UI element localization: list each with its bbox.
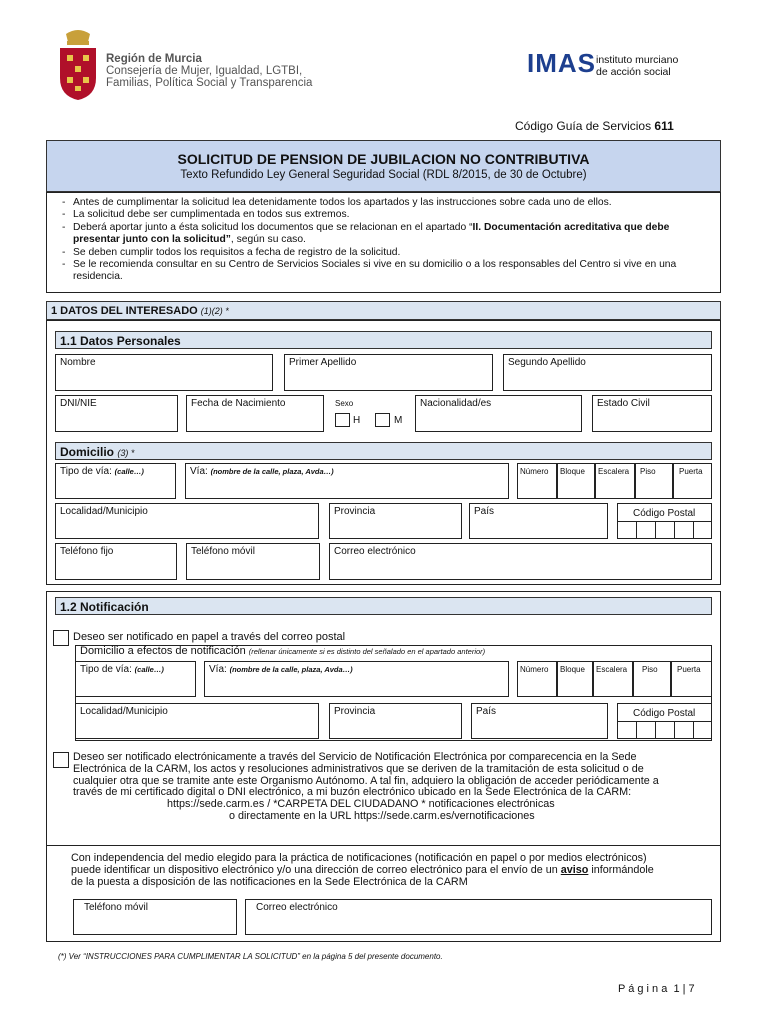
aviso-bold: aviso	[560, 864, 589, 876]
notificacion-title: 1.2 Notificación	[60, 600, 149, 614]
telefono-fijo-field[interactable]	[55, 543, 177, 580]
aviso-line2	[71, 864, 716, 876]
notif-tipo-via-hint: (calle…)	[134, 665, 164, 674]
footnote: (*) Ver “INSTRUCCIONES PARA CUMPLIMENTAR LA SOLICITUD” en la página 5 del presente documento.	[58, 952, 443, 961]
provincia-field[interactable]	[329, 503, 462, 539]
instruction-post: , según su caso.	[230, 234, 306, 246]
imas-logo-text: IMAS	[527, 48, 596, 78]
notif-divider	[46, 845, 721, 846]
instruction-item: - Se le recomienda consultar en su Centro de Servicios Sociales si vive en su domicilio o a los responsables del Centro si vive en una residencia.	[57, 259, 710, 284]
primer-apellido-label: Primer Apellido	[289, 357, 357, 368]
notif-via-label	[209, 664, 353, 675]
notif-domicilio-title: Domicilio a efectos de notificación	[80, 645, 246, 657]
domicilio-title: Domicilio	[60, 445, 115, 459]
notif-localidad-field[interactable]	[75, 703, 319, 739]
form-title: SOLICITUD DE PENSION DE JUBILACION NO CONTRIBUTIVA	[177, 151, 590, 167]
puerta-field[interactable]	[673, 463, 712, 499]
section1-title: 1 DATOS DEL INTERESADO	[51, 305, 198, 317]
notif-numero-label: Número	[520, 665, 549, 674]
region-murcia-text	[106, 53, 312, 89]
correo-field[interactable]	[329, 543, 712, 580]
notificacion-papel-label: Deseo ser notificado en papel a través del correo postal	[73, 631, 346, 643]
numero-field[interactable]	[517, 463, 557, 499]
nacionalidad-label: Nacionalidad/es	[420, 398, 492, 409]
sexo-m-checkbox[interactable]	[375, 413, 390, 427]
notif-tipo-via-text: Tipo de vía:	[80, 664, 132, 675]
segundo-apellido-label: Segundo Apellido	[508, 357, 586, 368]
notif-tipo-via-field[interactable]	[75, 661, 196, 697]
provincia-label: Provincia	[334, 506, 376, 517]
notificacion-papel-checkbox[interactable]	[53, 630, 69, 646]
aviso-telefono-movil-label: Teléfono móvil	[84, 902, 148, 913]
notificacion-header	[55, 597, 712, 615]
notif-bloque-field[interactable]	[557, 661, 593, 697]
section1-header	[46, 301, 721, 320]
localidad-label: Localidad/Municipio	[60, 506, 148, 517]
via-field[interactable]	[185, 463, 509, 499]
via-label	[190, 466, 334, 477]
telefono-movil-label: Teléfono móvil	[191, 546, 255, 557]
telefono-fijo-label: Teléfono fijo	[60, 546, 114, 557]
notif-localidad-label: Localidad/Municipio	[80, 706, 168, 717]
notif-domicilio-heading	[80, 646, 485, 657]
via-text: Vía:	[190, 466, 208, 477]
aviso-correo-label: Correo electrónico	[256, 902, 338, 913]
codigo-postal-field[interactable]	[617, 503, 712, 539]
notif-bloque-label: Bloque	[560, 665, 585, 674]
pais-field[interactable]	[469, 503, 608, 539]
electronica-line6: o directamente en la URL https://sede.carm.es/vernotificaciones	[229, 809, 535, 822]
notif-pais-field[interactable]	[471, 703, 608, 739]
codigo-guia-label: Código Guía de Servicios	[515, 119, 652, 133]
notif-via-field[interactable]	[204, 661, 509, 697]
codigo-postal-label: Código Postal	[633, 508, 696, 519]
imas-logo	[527, 48, 596, 79]
dni-label: DNI/NIE	[60, 398, 97, 409]
sexo-h-checkbox[interactable]	[335, 413, 350, 427]
estado-civil-field[interactable]	[592, 395, 712, 432]
notif-puerta-field[interactable]	[671, 661, 712, 697]
consejeria-line1: Consejería de Mujer, Igualdad, LGTBI,	[106, 65, 303, 77]
tipo-via-label	[60, 466, 144, 477]
bloque-field[interactable]	[557, 463, 595, 499]
dni-field[interactable]	[55, 395, 178, 432]
estado-civil-label: Estado Civil	[597, 398, 650, 409]
codigo-postal-cells	[618, 521, 712, 539]
primer-apellido-field[interactable]	[284, 354, 493, 391]
electronica-line5: https://sede.carm.es / *CARPETA DEL CIUDADANO * notificaciones electrónicas	[167, 798, 555, 811]
region-murcia-logo	[58, 28, 98, 102]
aviso-correo-field[interactable]	[245, 899, 712, 935]
pais-label: País	[474, 506, 495, 517]
tipo-via-hint: (calle…)	[114, 467, 144, 476]
segundo-apellido-field[interactable]	[503, 354, 712, 391]
notificacion-electronica-text	[73, 752, 713, 823]
notif-codigo-postal-label: Código Postal	[633, 708, 696, 719]
notif-codigo-postal-cells	[618, 721, 712, 739]
fecha-nacimiento-field[interactable]	[186, 395, 324, 432]
aviso-line2-pre: puede identificar un dispositivo electrónico y/o una dirección de correo electrónico para el envío de un	[71, 864, 558, 876]
notif-escalera-label: Escalera	[596, 665, 628, 674]
notif-provincia-field[interactable]	[329, 703, 462, 739]
aviso-line3: de la puesta a disposición de las notificaciones en la Sede Electrónica de la CARM	[71, 876, 468, 888]
imas-text	[596, 54, 678, 78]
numero-label: Número	[520, 467, 549, 476]
sexo-label: Sexo	[335, 399, 354, 408]
datos-personales-title: 1.1 Datos Personales	[60, 334, 181, 348]
title-box	[46, 140, 721, 192]
notif-escalera-field[interactable]	[593, 661, 633, 697]
piso-field[interactable]	[635, 463, 673, 499]
domicilio-header	[55, 442, 712, 460]
consejeria-line2: Familias, Política Social y Transparencia	[106, 77, 313, 89]
piso-label: Piso	[640, 467, 656, 476]
notif-domicilio-hint: (rellenar únicamente si es distinto del señalado en el apartado anterior)	[248, 647, 486, 656]
instruction-item: - La solicitud debe ser cumplimentada en todos sus extremos.	[57, 209, 710, 221]
notif-piso-field[interactable]	[633, 661, 671, 697]
fecha-nacimiento-label: Fecha de Nacimiento	[191, 398, 286, 409]
puerta-label: Puerta	[679, 467, 703, 476]
section1-note: (1)(2) *	[200, 306, 229, 316]
aviso-line2-post: informándole	[591, 864, 654, 876]
instruction-item: - Se deben cumplir todos los requisitos a fecha de registro de la solicitud.	[57, 247, 710, 259]
notif-numero-field[interactable]	[517, 661, 557, 697]
imas-line2: de acción social	[596, 66, 671, 78]
codigo-guia-value: 611	[654, 119, 674, 133]
via-hint: (nombre de la calle, plaza, Avda…)	[210, 467, 334, 476]
notif-puerta-label: Puerta	[677, 665, 701, 674]
notif-piso-label: Piso	[642, 665, 658, 674]
notificacion-electronica-checkbox[interactable]	[53, 752, 69, 768]
notif-via-text: Vía:	[209, 664, 227, 675]
escalera-field[interactable]	[595, 463, 635, 499]
localidad-field[interactable]	[55, 503, 319, 539]
codigo-guia	[515, 119, 674, 133]
tipo-via-field[interactable]	[55, 463, 176, 499]
aviso-line1: Con independencia del medio elegido para la práctica de notificaciones (notificación en papel o por medios electrónicos)	[71, 852, 647, 864]
notif-provincia-label: Provincia	[334, 706, 376, 717]
notif-pais-label: País	[476, 706, 497, 717]
sexo-m-label: M	[394, 415, 403, 426]
page-number: P á g i n a 1 | 7	[618, 983, 695, 995]
form-subtitle: Texto Refundido Ley General Seguridad Social (RDL 8/2015, de 30 de Octubre)	[180, 169, 587, 181]
region-name: Región de Murcia	[106, 53, 202, 65]
electronica-line4: través de mi certificado digital o DNI electrónico, a mi buzón electrónico ubicado en la Sede Electrónica de la CARM:	[73, 786, 632, 799]
correo-label: Correo electrónico	[334, 546, 416, 557]
nombre-field[interactable]	[55, 354, 273, 391]
aviso-telefono-movil-field[interactable]	[73, 899, 237, 935]
instruction-item	[57, 222, 710, 247]
imas-line1: instituto murciano	[596, 54, 679, 66]
telefono-movil-field[interactable]	[186, 543, 320, 580]
instructions-list	[57, 197, 710, 284]
instruction-item: - Antes de cumplimentar la solicitud lea detenidamente todos los apartados y las instrucciones sobre cada uno de ellos.	[57, 197, 710, 209]
tipo-via-text: Tipo de vía:	[60, 466, 112, 477]
instruction-pre: Deberá aportar junto a ésta solicitud los documentos que se relacionan en el apartado “	[73, 221, 473, 233]
bloque-label: Bloque	[560, 467, 585, 476]
notif-via-hint: (nombre de la calle, plaza, Avda…)	[229, 665, 353, 674]
sexo-h-label: H	[353, 415, 361, 426]
electronica-line3: cualquier otra que se tramite ante este Organismo Autónomo. A tal fin, adquiero la obligación de acceder periódicamente a	[73, 774, 659, 787]
instructions-box	[46, 192, 721, 293]
electronica-line2: Electrónica de la CARM, los actos y resoluciones administrativos que se deriven de la tramitación de esta solicitud o de	[73, 762, 644, 775]
electronica-line1: Deseo ser notificado electrónicamente a través del Servicio de Notificación Electrónica por comparecencia en la Sede	[73, 751, 637, 763]
datos-personales-header	[55, 331, 712, 349]
instruction-bold: II. Documentación acreditativa que debe presentar junto con la solicitud”	[73, 221, 670, 246]
notif-codigo-postal-field[interactable]	[617, 703, 712, 739]
nacionalidad-field[interactable]	[415, 395, 582, 432]
domicilio-note: (3) *	[117, 448, 135, 458]
aviso-text	[71, 852, 716, 888]
nombre-label: Nombre	[60, 357, 96, 368]
notif-tipo-via-label	[80, 664, 164, 675]
escalera-label: Escalera	[598, 467, 630, 476]
